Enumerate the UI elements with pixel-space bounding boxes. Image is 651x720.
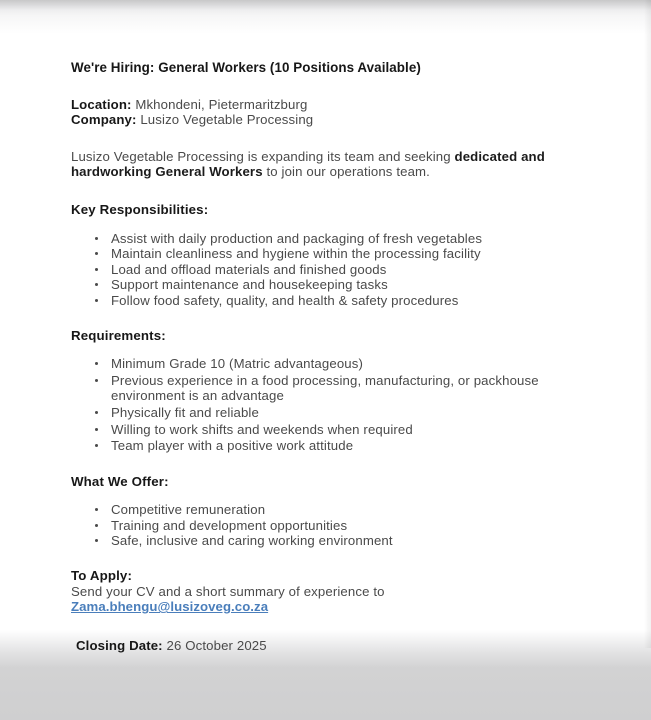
apply-instruction: Send your CV and a short summary of experience to [71,583,385,599]
list-item-label: Minimum Grade 10 (Matric advantageous) [111,356,364,372]
page-title: We're Hiring: General Workers (10 Positions Available) [71,60,421,75]
list-item [71,502,549,518]
job-meta-block [71,97,549,128]
list-item-label: Competitive remuneration [111,502,266,518]
bullet-icon [95,379,98,382]
offer-list [71,502,549,549]
bullet-icon [95,508,98,511]
bullet-icon [95,268,98,271]
company-label: Company: [71,112,137,128]
closing-date-value: 26 October 2025 [162,637,267,653]
list-item [71,262,549,278]
list-item-label: Maintain cleanliness and hygiene within the processing facility [111,246,481,262]
list-item [71,518,549,534]
offer-heading: What We Offer: [71,473,169,489]
list-item-label: Willing to work shifts and weekends when required [111,421,413,437]
bullet-icon [95,428,98,431]
bullet-icon [95,299,98,302]
intro-paragraph [71,149,549,180]
list-item [71,533,549,549]
intro-emphasis: dedicated and hardworking General Workers [71,148,545,180]
closing-date-line [71,638,549,654]
bullet-icon [95,362,98,365]
company-line [71,112,549,128]
list-item [71,422,549,438]
list-item [71,293,549,309]
job-advert-document [71,60,549,653]
list-item-label: Physically fit and reliable [111,404,259,420]
list-item [71,231,549,247]
bullet-icon [95,444,98,447]
intro-text-part2: to join our operations team. [262,164,430,180]
bullet-icon [95,283,98,286]
apply-email-link[interactable]: Zama.bhengu@lusizoveg.co.za [71,599,269,615]
location-line [71,97,549,113]
company-value: Lusizo Vegetable Processing [136,112,314,128]
list-item [71,373,549,404]
bullet-icon [95,539,98,542]
bullet-icon [95,237,98,240]
bullet-icon [95,524,98,527]
closing-date-label: Closing Date: [76,637,163,653]
bullet-icon [95,411,98,414]
list-item-label: Load and offload materials and finished goods [111,261,387,277]
location-value: Mkhondeni, Pietermaritzburg [131,96,308,112]
list-item-label: Previous experience in a food processing, manufacturing, or packhouse environment is an advantage [111,372,539,404]
intro-text-part1: Lusizo Vegetable Processing is expanding its team and seeking [71,148,455,164]
requirements-list [71,356,549,454]
location-label: Location: [71,96,132,112]
responsibilities-list [71,231,549,309]
list-item-label: Follow food safety, quality, and health & safety procedures [111,292,459,308]
requirements-heading: Requirements: [71,327,166,343]
list-item-label: Assist with daily production and packaging of fresh vegetables [111,230,483,246]
bullet-icon [95,252,98,255]
list-item-label: Training and development opportunities [111,517,348,533]
list-item [71,246,549,262]
apply-heading: To Apply: [71,568,133,584]
apply-section [71,568,549,615]
list-item [71,277,549,293]
page-top-shadow [0,0,651,16]
list-item [71,405,549,421]
list-item [71,356,549,372]
list-item [71,438,549,454]
responsibilities-heading: Key Responsibilities: [71,201,209,217]
list-item-label: Team player with a positive work attitude [111,438,354,454]
list-item-label: Safe, inclusive and caring working environment [111,533,393,549]
list-item-label: Support maintenance and housekeeping tasks [111,277,388,293]
page-right-edge-shadow [644,0,651,648]
